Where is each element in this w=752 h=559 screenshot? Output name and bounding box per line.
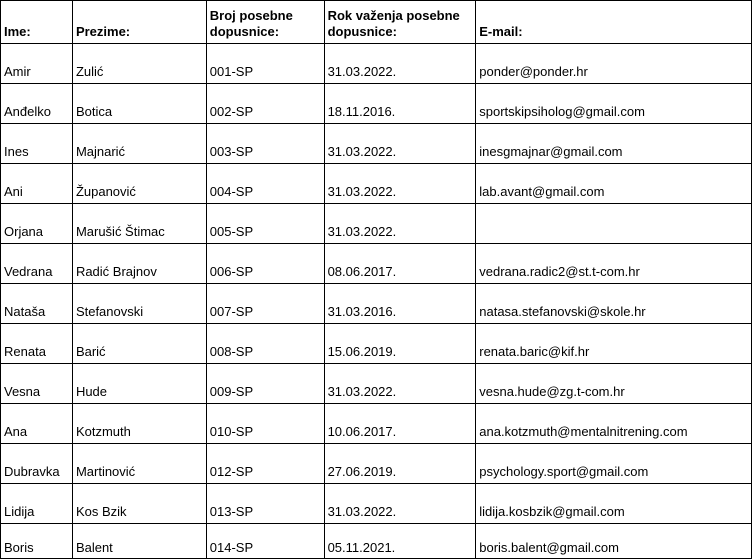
cell-rok: 15.06.2019. [324,324,476,364]
cell-ime: Amir [1,44,73,84]
cell-broj: 002-SP [206,84,324,124]
cell-prezime: Županović [72,164,206,204]
table-row [1,124,752,164]
table-row [1,484,752,524]
cell-prezime: Kotzmuth [72,404,206,444]
cell-rok: 31.03.2022. [324,364,476,404]
cell-ime: Dubravka [1,444,73,484]
header-prezime: Prezime: [72,1,206,44]
cell-prezime: Zulić [72,44,206,84]
cell-broj: 014-SP [206,524,324,559]
header-row [1,1,752,44]
table-row [1,84,752,124]
cell-ime: Vedrana [1,244,73,284]
table-row [1,244,752,284]
cell-prezime: Barić [72,324,206,364]
cell-ime: Renata [1,324,73,364]
cell-email: ponder@ponder.hr [476,44,752,84]
cell-prezime: Botica [72,84,206,124]
cell-broj: 001-SP [206,44,324,84]
cell-rok: 31.03.2022. [324,124,476,164]
table-row [1,284,752,324]
cell-rok: 08.06.2017. [324,244,476,284]
cell-broj: 010-SP [206,404,324,444]
table-row [1,164,752,204]
cell-email: psychology.sport@gmail.com [476,444,752,484]
cell-prezime: Martinović [72,444,206,484]
cell-rok: 18.11.2016. [324,84,476,124]
cell-prezime: Kos Bzik [72,484,206,524]
cell-ime: Orjana [1,204,73,244]
cell-ime: Ines [1,124,73,164]
cell-broj: 007-SP [206,284,324,324]
cell-email: lab.avant@gmail.com [476,164,752,204]
cell-prezime: Radić Brajnov [72,244,206,284]
header-broj: Broj posebne dopusnice: [206,1,324,44]
cell-email: natasa.stefanovski@skole.hr [476,284,752,324]
table-row [1,204,752,244]
cell-broj: 005-SP [206,204,324,244]
cell-ime: Ani [1,164,73,204]
cell-broj: 004-SP [206,164,324,204]
cell-broj: 006-SP [206,244,324,284]
cell-email: boris.balent@gmail.com [476,524,752,559]
cell-rok: 05.11.2021. [324,524,476,559]
cell-email: sportskipsiholog@gmail.com [476,84,752,124]
cell-ime: Ana [1,404,73,444]
table-row [1,524,752,559]
cell-broj: 008-SP [206,324,324,364]
cell-broj: 012-SP [206,444,324,484]
table-row [1,364,752,404]
cell-rok: 31.03.2022. [324,44,476,84]
cell-broj: 003-SP [206,124,324,164]
header-email: E-mail: [476,1,752,44]
table-row [1,324,752,364]
cell-email: ana.kotzmuth@mentalnitrening.com [476,404,752,444]
cell-prezime: Stefanovski [72,284,206,324]
cell-ime: Boris [1,524,73,559]
cell-broj: 013-SP [206,484,324,524]
cell-rok: 10.06.2017. [324,404,476,444]
table-row [1,44,752,84]
cell-email: lidija.kosbzik@gmail.com [476,484,752,524]
cell-prezime: Hude [72,364,206,404]
cell-rok: 31.03.2022. [324,164,476,204]
cell-email [476,204,752,244]
cell-broj: 009-SP [206,364,324,404]
cell-ime: Anđelko [1,84,73,124]
table-row [1,444,752,484]
header-rok: Rok važenja posebne dopusnice: [324,1,476,44]
cell-prezime: Majnarić [72,124,206,164]
cell-email: inesgmajnar@gmail.com [476,124,752,164]
cell-prezime: Marušić Štimac [72,204,206,244]
cell-rok: 27.06.2019. [324,444,476,484]
cell-rok: 31.03.2022. [324,204,476,244]
cell-ime: Lidija [1,484,73,524]
table-row [1,404,752,444]
header-ime: Ime: [1,1,73,44]
cell-ime: Vesna [1,364,73,404]
cell-email: renata.baric@kif.hr [476,324,752,364]
cell-rok: 31.03.2022. [324,484,476,524]
cell-email: vesna.hude@zg.t-com.hr [476,364,752,404]
cell-prezime: Balent [72,524,206,559]
cell-ime: Nataša [1,284,73,324]
cell-email: vedrana.radic2@st.t-com.hr [476,244,752,284]
cell-rok: 31.03.2016. [324,284,476,324]
